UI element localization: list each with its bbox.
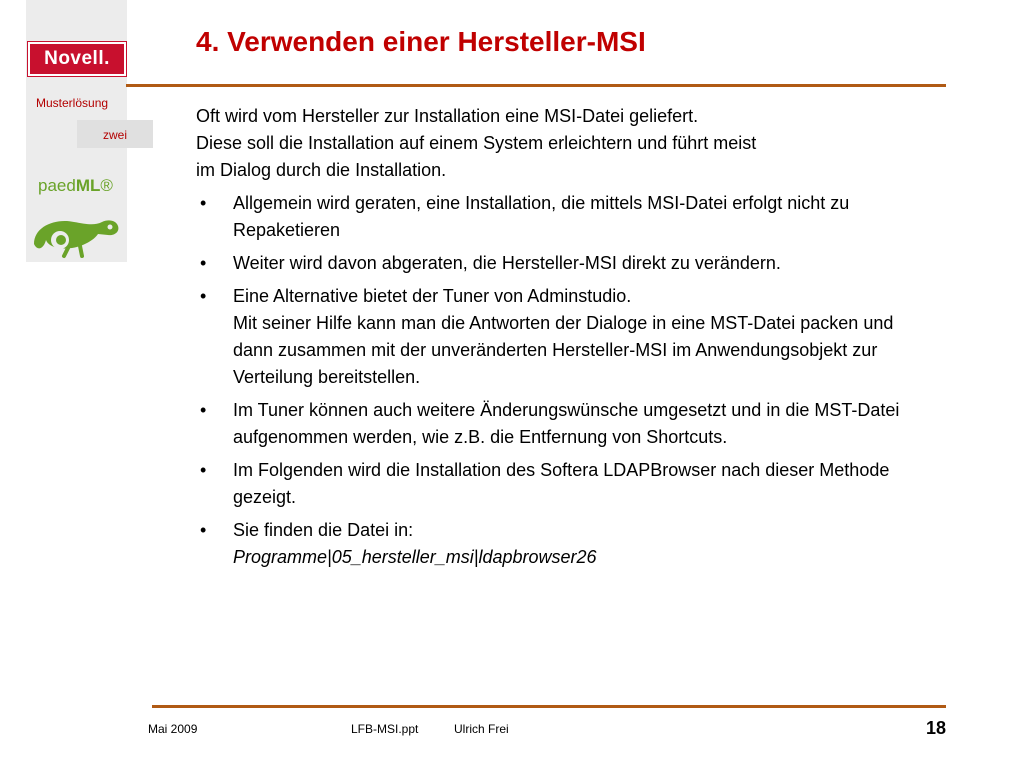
bullet-item	[196, 457, 916, 511]
title-divider	[126, 84, 946, 87]
slide-title: 4. Verwenden einer Hersteller-MSI	[196, 26, 646, 57]
bullet-text: Allgemein wird geraten, eine Installation, die mittels MSI-Datei erfolgt nicht zu Repaketieren	[233, 193, 850, 240]
bullet-list	[196, 190, 916, 571]
suse-gecko-icon	[28, 210, 124, 260]
paedml-logo	[38, 176, 113, 196]
zwei-label: zwei	[102, 128, 127, 142]
bullet-item	[196, 250, 916, 277]
novell-logo-text: Novell.	[44, 48, 110, 69]
paedml-prefix: paed	[38, 176, 76, 195]
bullet-item	[196, 517, 916, 571]
bullet-text: Weiter wird davon abgeraten, die Hersteller-MSI direkt zu verändern.	[233, 253, 781, 273]
bullet-text: Im Folgenden wird die Installation des Softera LDAPBrowser nach dieser Methode gezeigt.	[233, 460, 890, 507]
bullet-item	[196, 397, 916, 451]
page-number: 18	[926, 718, 947, 738]
intro-line: Diese soll die Installation auf einem System erleichtern und führt meist	[196, 133, 757, 153]
paedml-reg: ®	[100, 176, 113, 195]
novell-logo	[28, 42, 126, 76]
footer-date: Mai 2009	[148, 722, 198, 736]
intro-line: im Dialog durch die Installation.	[196, 160, 447, 180]
slide-content	[196, 103, 916, 577]
zwei-box	[77, 120, 153, 148]
file-path: Programme|05_hersteller_msi|ldapbrowser26	[233, 547, 597, 567]
bullet-text: • Eine Alternative bietet der Tuner von Adminstudio.	[233, 286, 632, 306]
footer-author: Ulrich Frei	[454, 722, 509, 736]
footer-filename: LFB-MSI.ppt	[351, 722, 419, 736]
bullet-text: Im Tuner können auch weitere Änderungswünsche umgesetzt und in die MST-Datei aufgenommen werden, wie z.B. die Entfernung von Shortcuts.	[233, 400, 900, 447]
bullet-text: • Sie finden die Datei in:	[233, 520, 414, 540]
bullet-item	[196, 283, 916, 391]
footer-divider	[152, 705, 946, 708]
bullet-text-continued: Mit seiner Hilfe kann man die Antworten der Dialoge in eine MST-Datei packen und dann zusammen mit der unveränderten Hersteller-MSI im Anwendungsobjekt zur Verteilung bereitstellen.	[233, 313, 894, 387]
musterloesung-label: Musterlösung	[36, 96, 109, 110]
bullet-item	[196, 190, 916, 244]
paedml-suffix: ML	[75, 176, 101, 195]
intro-line: Oft wird vom Hersteller zur Installation eine MSI-Datei geliefert.	[196, 106, 699, 126]
intro-paragraph	[196, 103, 916, 184]
